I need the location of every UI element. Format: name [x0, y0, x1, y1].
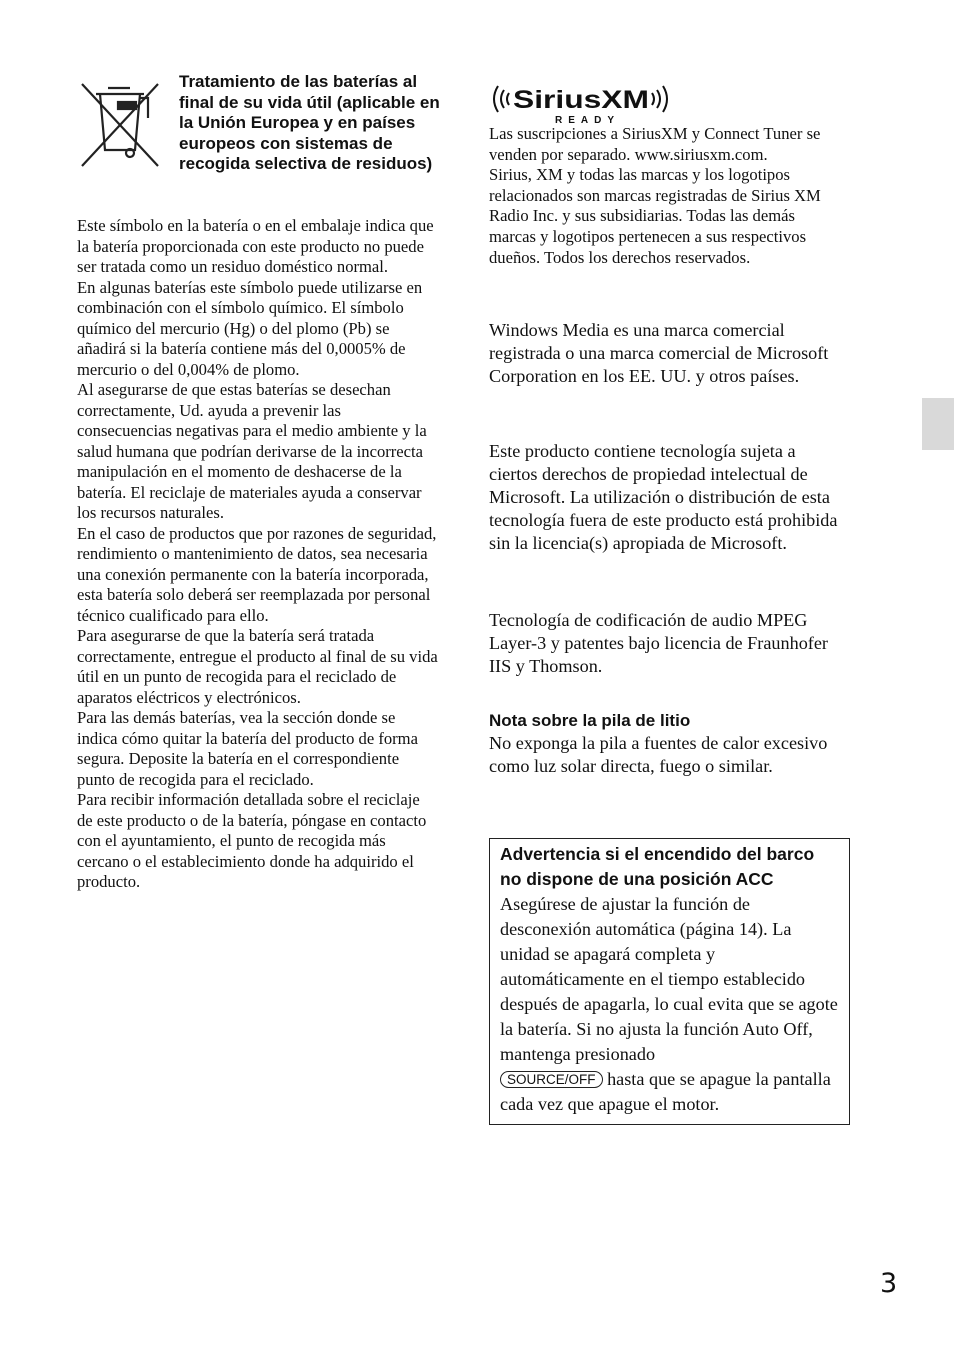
warning-text-after: hasta que se apague la pantalla cada vez que apague el motor.	[500, 1069, 831, 1114]
acc-warning-box	[489, 838, 850, 1125]
warning-heading: Advertencia si el encendido del barco no dispone de una posición ACC	[500, 844, 815, 889]
lithium-heading: Nota sobre la pila de litio	[489, 711, 691, 730]
source-off-button-label: SOURCE/OFF	[500, 1071, 603, 1088]
windows-media-notice	[489, 319, 841, 388]
warning-text	[500, 892, 839, 1117]
siriusxm-logo-text: SiriusXM	[513, 86, 649, 114]
warning-text-before: Asegúrese de ajustar la función de desconexión automática (página 14). La unidad se apagará completa y automáticamente en el tiempo establecido después de apagarla, lo cual evita que se agote la batería. Si no ajusta la función Auto Off, mantenga presionado	[500, 894, 838, 1064]
battery-paragraph: Para asegurarse de que la batería será tratada correctamente, entregue el producto al final de su vida útil en un punto de recogida para el reciclado de aparatos eléctricos y electrónicos.	[77, 626, 438, 707]
microsoft-notice	[489, 440, 841, 555]
siriusxm-paragraph: Sirius, XM y todas las marcas y los logotipos relacionados son marcas registradas de Sirius XM Radio Inc. y sus subsidiarias. Todas las demás marcas y logotipos pertenecen a sus respectivos dueños. Todos los derechos reservados.	[489, 165, 821, 267]
lithium-battery-note	[489, 709, 841, 778]
windows-media-text: Windows Media es una marca comercial registrada o una marca comercial de Microsoft Corporation en los EE. UU. y otros países.	[489, 320, 829, 386]
battery-paragraph: Para las demás baterías, vea la sección donde se indica cómo quitar la batería del producto de forma segura. Deposite la batería en el correspondiente punto de recogida para el reciclado.	[77, 708, 418, 789]
crossed-out-wheeled-bin-icon	[78, 78, 162, 170]
lithium-text: No exponga la pila a fuentes de calor excesivo como luz solar directa, fuego o similar.	[489, 733, 828, 776]
battery-paragraph: Este símbolo en la batería o en el embalaje indica que la batería proporcionada con este producto no puede ser tratada como un residuo doméstico normal.	[77, 216, 434, 276]
battery-paragraph: En algunas baterías este símbolo puede utilizarse en combinación con el símbolo químico. El símbolo químico del mercurio (Hg) o del plomo (Pb) se añadirá si la batería contiene más del 0,0005% de mercurio o del 0,004% de plomo.	[77, 277, 423, 379]
siriusxm-paragraph: Las suscripciones a SiriusXM y Connect Tuner se venden por separado. www.siriusxm.com.	[489, 124, 821, 164]
mpeg-text: Tecnología de codificación de audio MPEG Layer-3 y patentes bajo licencia de Fraunhofer IIS y Thomson.	[489, 610, 828, 676]
mpeg-notice	[489, 609, 841, 678]
microsoft-text: Este producto contiene tecnología sujeta a ciertos derechos de propiedad intelectual de Microsoft. La utilización o distribución de esta tecnología fuera de este producto está prohibida sin la licencia(s) apropiada de Microsoft.	[489, 441, 838, 553]
section-thumb-tab	[922, 398, 954, 450]
siriusxm-notice	[489, 124, 841, 268]
page-number: 3	[880, 1268, 898, 1299]
battery-paragraph: En el caso de productos que por razones de seguridad, rendimiento o mantenimiento de datos, sea necesaria una conexión permanente con la batería incorporada, esta batería solo deberá ser reemplazada por personal técnico cualificado para ello.	[77, 523, 437, 625]
battery-disposal-body	[77, 216, 439, 893]
siriusxm-ready-text: READY	[555, 115, 621, 126]
battery-paragraph: Al asegurarse de que estas baterías se desechan correctamente, Ud. ayuda a prevenir las consecuencias negativas para el medio ambiente y la salud humana que podrían derivarse de la incorrecta manipulación en el momento de deshacerse de la batería. El reciclaje de materiales ayuda a conservar los recursos naturales.	[77, 380, 427, 522]
battery-paragraph: Para recibir información detallada sobre el reciclaje de este producto o de la batería, póngase en contacto con el ayuntamiento, el punto de recogida más cercano o el establecimiento donde ha adquirido el producto.	[77, 790, 427, 891]
siriusxm-ready-logo	[489, 82, 689, 126]
battery-disposal-heading: Tratamiento de las baterías al final de su vida útil (aplicable en la Unión Europea y en países europeos con sistemas de recogida selectiva de residuos)	[179, 72, 440, 174]
